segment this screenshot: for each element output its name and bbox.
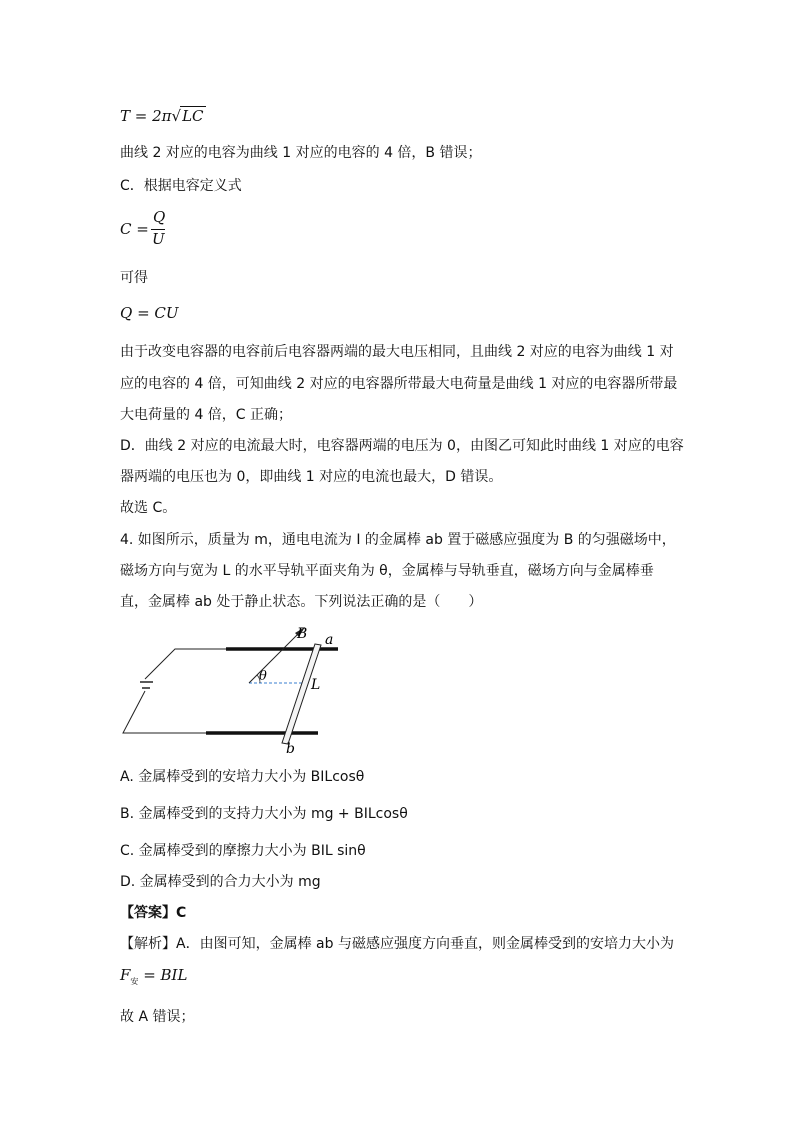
formula-period bbox=[120, 106, 206, 125]
left-wire-top bbox=[145, 649, 226, 679]
option-c: C. 金属棒受到的摩擦力大小为 BIL sinθ bbox=[120, 843, 366, 859]
question-4-line: 磁场方向与宽为 L 的水平导轨平面夹角为 θ，金属棒与导轨垂直，磁场方向与金属棒垂 bbox=[120, 563, 654, 579]
text-line: 故选 C。 bbox=[120, 500, 177, 516]
text-line: C．根据电容定义式 bbox=[120, 178, 242, 194]
text-line: 曲线 2 对应的电容为曲线 1 对应的电容的 4 倍，B 错误； bbox=[120, 145, 482, 161]
formula-ampere-force bbox=[120, 966, 187, 987]
formula-period-radicand: LC bbox=[182, 107, 204, 125]
formula-denominator: U bbox=[152, 230, 165, 248]
option-a: A. 金属棒受到的安培力大小为 BILcosθ bbox=[120, 769, 365, 785]
label-l: L bbox=[311, 677, 321, 693]
text-line: 应的电容的 4 倍，可知曲线 2 对应的电容器所带最大电荷量是曲线 1 对应的电容器所带最 bbox=[120, 376, 678, 392]
text-line: 由于改变电容器的电容前后电容器两端的最大电压相同，且曲线 2 对应的电容为曲线 1 对 bbox=[120, 344, 674, 360]
text-line: 可得 bbox=[120, 270, 148, 286]
formula-capacitance bbox=[120, 208, 180, 252]
question-4-line: 4. 如图所示，质量为 m，通电电流为 I 的金属棒 ab 置于磁感应强度为 B 的匀强磁场中， bbox=[120, 532, 676, 548]
rail-circuit-figure bbox=[118, 622, 348, 757]
option-b: B. 金属棒受到的支持力大小为 mg + BILcosθ bbox=[120, 806, 408, 822]
formula-period-lhs: T = 2π bbox=[120, 107, 172, 125]
formula-force-subscript: 安 bbox=[130, 977, 139, 986]
option-d: D. 金属棒受到的合力大小为 mg bbox=[120, 874, 321, 890]
question-4-line: 直，金属棒 ab 处于静止状态。下列说法正确的是（ ） bbox=[120, 594, 483, 610]
formula-numerator: Q bbox=[153, 208, 166, 226]
answer-line: 【答案】C bbox=[120, 905, 187, 921]
label-theta: θ bbox=[259, 669, 267, 684]
formula-charge: Q = CU bbox=[120, 304, 179, 322]
formula-capacitance-lhs: C = bbox=[120, 220, 149, 238]
text-line: D．曲线 2 对应的电流最大时，电容器两端的电压为 0，由图乙可知此时曲线 1 对应的电容 bbox=[120, 438, 684, 454]
label-b-field: B bbox=[297, 626, 308, 642]
left-wire-bottom bbox=[123, 691, 206, 733]
metal-rod bbox=[282, 644, 321, 744]
text-line: 大电荷量的 4 倍，C 正确； bbox=[120, 407, 293, 423]
formula-force-symbol: F bbox=[120, 966, 131, 984]
label-a: a bbox=[325, 632, 334, 648]
analysis-line: 【解析】A．由图可知，金属棒 ab 与磁感应强度方向垂直，则金属棒受到的安培力大小为 bbox=[120, 936, 674, 952]
label-b-end: b bbox=[286, 741, 295, 757]
text-line: 故 A 错误； bbox=[120, 1009, 195, 1025]
text-line: 器两端的电压也为 0，即曲线 1 对应的电流也最大，D 错误。 bbox=[120, 469, 503, 485]
sqrt-sign: √ bbox=[171, 107, 182, 125]
formula-force-rhs: = BIL bbox=[138, 966, 188, 984]
